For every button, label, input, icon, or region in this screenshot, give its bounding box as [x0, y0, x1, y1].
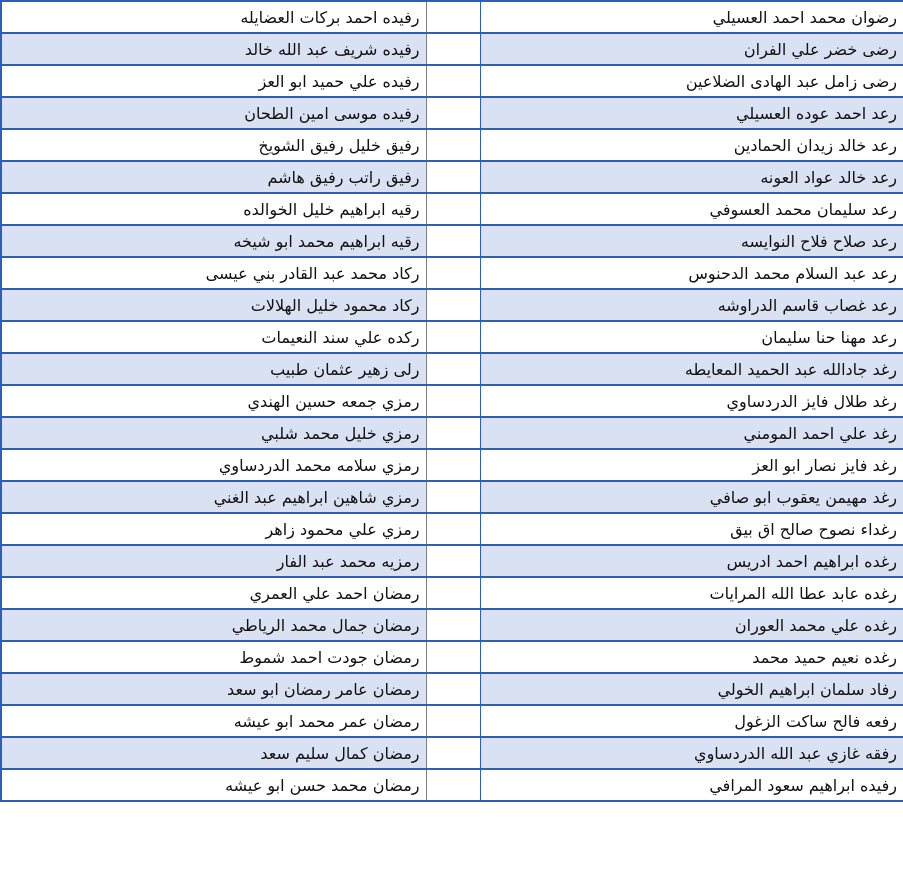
name-cell-right[interactable]: رعد صلاح فلاح النوايسه — [480, 225, 903, 257]
table-row — [1, 1, 903, 33]
name-cell-right[interactable]: رضى خضر علي الفران — [480, 33, 903, 65]
name-cell-left[interactable]: رمضان احمد علي العمري — [1, 577, 426, 609]
empty-cell[interactable] — [426, 353, 480, 385]
empty-cell[interactable] — [426, 705, 480, 737]
empty-cell[interactable] — [426, 769, 480, 801]
table-row — [1, 193, 903, 225]
name-cell-left[interactable]: رفيق خليل رفيق الشويخ — [1, 129, 426, 161]
name-cell-right[interactable]: رعد خالد عواد العونه — [480, 161, 903, 193]
table-row — [1, 641, 903, 673]
empty-cell[interactable] — [426, 609, 480, 641]
name-cell-left[interactable]: رمزي جمعه حسين الهندي — [1, 385, 426, 417]
name-cell-left[interactable]: رقيه ابراهيم محمد ابو شيخه — [1, 225, 426, 257]
table-row — [1, 481, 903, 513]
table-row — [1, 417, 903, 449]
name-cell-left[interactable]: رمزي سلامه محمد الدردساوي — [1, 449, 426, 481]
name-cell-right[interactable]: رفيده ابراهيم سعود المرافي — [480, 769, 903, 801]
name-cell-right[interactable]: رغد مهيمن يعقوب ابو صافي — [480, 481, 903, 513]
name-cell-right[interactable]: رضى زامل عبد الهادى الضلاعين — [480, 65, 903, 97]
name-cell-left[interactable]: رفيق راتب رفيق هاشم — [1, 161, 426, 193]
table-row — [1, 129, 903, 161]
empty-cell[interactable] — [426, 513, 480, 545]
table-row — [1, 225, 903, 257]
table-row — [1, 545, 903, 577]
empty-cell[interactable] — [426, 449, 480, 481]
empty-cell[interactable] — [426, 1, 480, 33]
table-row — [1, 449, 903, 481]
name-cell-left[interactable]: ركاد محمود خليل الهلالات — [1, 289, 426, 321]
empty-cell[interactable] — [426, 417, 480, 449]
name-cell-right[interactable]: رعد غصاب قاسم الدراوشه — [480, 289, 903, 321]
name-cell-right[interactable]: رغد جادالله عبد الحميد المعايطه — [480, 353, 903, 385]
name-cell-left[interactable]: ركاد محمد عبد القادر بني عيسى — [1, 257, 426, 289]
name-cell-left[interactable]: رفيده احمد بركات العضايله — [1, 1, 426, 33]
table-row — [1, 289, 903, 321]
name-cell-right[interactable]: رغده عابد عطا الله المرايات — [480, 577, 903, 609]
empty-cell[interactable] — [426, 33, 480, 65]
table-row — [1, 737, 903, 769]
name-cell-right[interactable]: رغده ابراهيم احمد ادريس — [480, 545, 903, 577]
name-cell-right[interactable]: رغداء نصوح صالح اق بيق — [480, 513, 903, 545]
table-row — [1, 513, 903, 545]
table-row — [1, 769, 903, 801]
name-cell-left[interactable]: رقيه ابراهيم خليل الخوالده — [1, 193, 426, 225]
name-cell-left[interactable]: رفيده علي حميد ابو العز — [1, 65, 426, 97]
name-cell-left[interactable]: رمضان عمر محمد ابو عيشه — [1, 705, 426, 737]
empty-cell[interactable] — [426, 321, 480, 353]
empty-cell[interactable] — [426, 385, 480, 417]
empty-cell[interactable] — [426, 481, 480, 513]
name-cell-left[interactable]: رمضان جمال محمد الرياطي — [1, 609, 426, 641]
empty-cell[interactable] — [426, 65, 480, 97]
name-cell-right[interactable]: رغد فايز نصار ابو العز — [480, 449, 903, 481]
table-row — [1, 257, 903, 289]
name-cell-right[interactable]: رفعه فالح ساكت الزغول — [480, 705, 903, 737]
name-cell-left[interactable]: رمضان عامر رمضان ابو سعد — [1, 673, 426, 705]
name-cell-left[interactable]: رمضان جودت احمد شموط — [1, 641, 426, 673]
table-row — [1, 609, 903, 641]
name-cell-left[interactable]: رمزي علي محمود زاهر — [1, 513, 426, 545]
name-cell-right[interactable]: رضوان محمد احمد العسيلي — [480, 1, 903, 33]
table-row — [1, 33, 903, 65]
table-row — [1, 321, 903, 353]
empty-cell[interactable] — [426, 545, 480, 577]
name-cell-right[interactable]: رعد مهنا حنا سليمان — [480, 321, 903, 353]
table-row — [1, 577, 903, 609]
empty-cell[interactable] — [426, 193, 480, 225]
name-cell-right[interactable]: رعد عبد السلام محمد الدحنوس — [480, 257, 903, 289]
name-cell-right[interactable]: رفاد سلمان ابراهيم الخولي — [480, 673, 903, 705]
empty-cell[interactable] — [426, 225, 480, 257]
name-cell-right[interactable]: رعد خالد زيدان الحمادين — [480, 129, 903, 161]
table-row — [1, 161, 903, 193]
empty-cell[interactable] — [426, 641, 480, 673]
name-cell-right[interactable]: رغد علي احمد المومني — [480, 417, 903, 449]
name-cell-left[interactable]: رمزي شاهين ابراهيم عبد الغني — [1, 481, 426, 513]
name-cell-right[interactable]: رغده علي محمد العوران — [480, 609, 903, 641]
name-cell-left[interactable]: رمزيه محمد عبد الفار — [1, 545, 426, 577]
name-cell-left[interactable]: رلى زهير عثمان طبيب — [1, 353, 426, 385]
empty-cell[interactable] — [426, 289, 480, 321]
empty-cell[interactable] — [426, 161, 480, 193]
name-cell-right[interactable]: رفقه غازي عبد الله الدردساوي — [480, 737, 903, 769]
names-table-body — [1, 1, 903, 801]
name-cell-left[interactable]: رفيده موسى امين الطحان — [1, 97, 426, 129]
empty-cell[interactable] — [426, 97, 480, 129]
name-cell-left[interactable]: رمزي خليل محمد شلبي — [1, 417, 426, 449]
name-cell-right[interactable]: رغده نعيم حميد محمد — [480, 641, 903, 673]
name-cell-left[interactable]: رفيده شريف عبد الله خالد — [1, 33, 426, 65]
empty-cell[interactable] — [426, 257, 480, 289]
table-row — [1, 97, 903, 129]
name-cell-left[interactable]: رمضان محمد حسن ابو عيشه — [1, 769, 426, 801]
empty-cell[interactable] — [426, 129, 480, 161]
name-cell-right[interactable]: رغد طلال فايز الدردساوي — [480, 385, 903, 417]
empty-cell[interactable] — [426, 737, 480, 769]
table-row — [1, 65, 903, 97]
table-row — [1, 673, 903, 705]
name-cell-left[interactable]: ركده علي سند النعيمات — [1, 321, 426, 353]
empty-cell[interactable] — [426, 577, 480, 609]
name-cell-right[interactable]: رعد سليمان محمد العسوفي — [480, 193, 903, 225]
empty-cell[interactable] — [426, 673, 480, 705]
name-cell-right[interactable]: رعد احمد عوده العسيلي — [480, 97, 903, 129]
table-row — [1, 353, 903, 385]
table-row — [1, 385, 903, 417]
table-row — [1, 705, 903, 737]
name-cell-left[interactable]: رمضان كمال سليم سعد — [1, 737, 426, 769]
